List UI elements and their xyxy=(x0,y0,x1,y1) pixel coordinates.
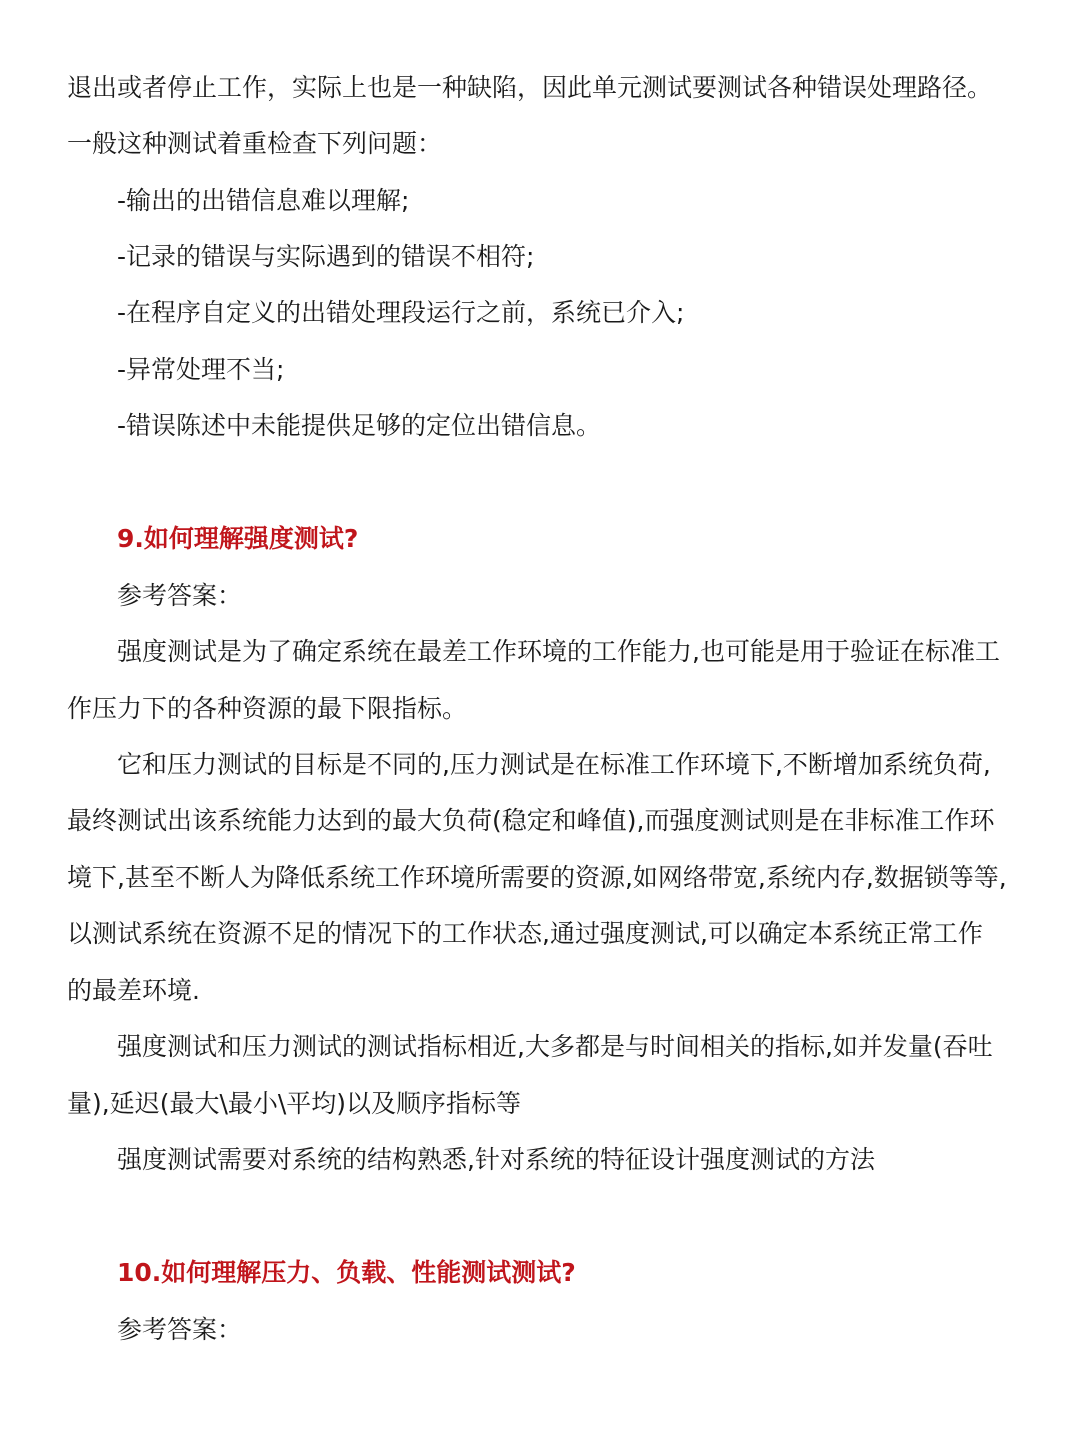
question-10-answer-label: 参考答案： xyxy=(117,1315,243,1344)
checklist-item: -错误陈述中未能提供足够的定位出错信息。 xyxy=(117,411,602,440)
q9-paragraph-2-line: 境下,甚至不断人为降低系统工作环境所需要的资源,如网络带宽,系统内存,数据锁等等, xyxy=(67,863,1007,892)
intro-line-1: 退出或者停止工作，实际上也是一种缺陷，因此单元测试要测试各种错误处理路径。 xyxy=(67,73,993,102)
q9-paragraph-4: 强度测试需要对系统的结构熟悉,针对系统的特征设计强度测试的方法 xyxy=(117,1145,875,1174)
q9-paragraph-2-line: 它和压力测试的目标是不同的,压力测试是在标准工作环境下,不断增加系统负荷, xyxy=(117,750,991,779)
q9-paragraph-2-line: 以测试系统在资源不足的情况下的工作状态,通过强度测试,可以确定本系统正常工作 xyxy=(67,919,983,948)
checklist-item: -输出的出错信息难以理解; xyxy=(117,186,410,215)
checklist-item: -记录的错误与实际遇到的错误不相符; xyxy=(117,242,535,271)
question-9-heading: 9.如何理解强度测试? xyxy=(117,524,359,553)
q9-paragraph-3-line: 强度测试和压力测试的测试指标相近,大多都是与时间相关的指标,如并发量(吞吐 xyxy=(117,1032,993,1061)
q9-paragraph-3-line: 量),延迟(最大\最小\平均)以及顺序指标等 xyxy=(67,1089,522,1118)
question-9-answer-label: 参考答案： xyxy=(117,581,243,610)
q9-paragraph-2-line: 的最差环境. xyxy=(67,976,200,1005)
checklist-item: -在程序自定义的出错处理段运行之前，系统已介入; xyxy=(117,298,685,327)
question-10-heading: 10.如何理解压力、负载、性能测试测试? xyxy=(117,1258,576,1287)
intro-line-2: 一般这种测试着重检查下列问题： xyxy=(67,129,443,158)
q9-paragraph-1-line: 强度测试是为了确定系统在最差工作环境的工作能力,也可能是用于验证在标准工 xyxy=(117,637,1000,666)
q9-paragraph-1-line: 作压力下的各种资源的最下限指标。 xyxy=(67,694,468,723)
checklist-item: -异常处理不当; xyxy=(117,355,285,384)
q9-paragraph-2-line: 最终测试出该系统能力达到的最大负荷(稳定和峰值),而强度测试则是在非标准工作环 xyxy=(67,806,995,835)
